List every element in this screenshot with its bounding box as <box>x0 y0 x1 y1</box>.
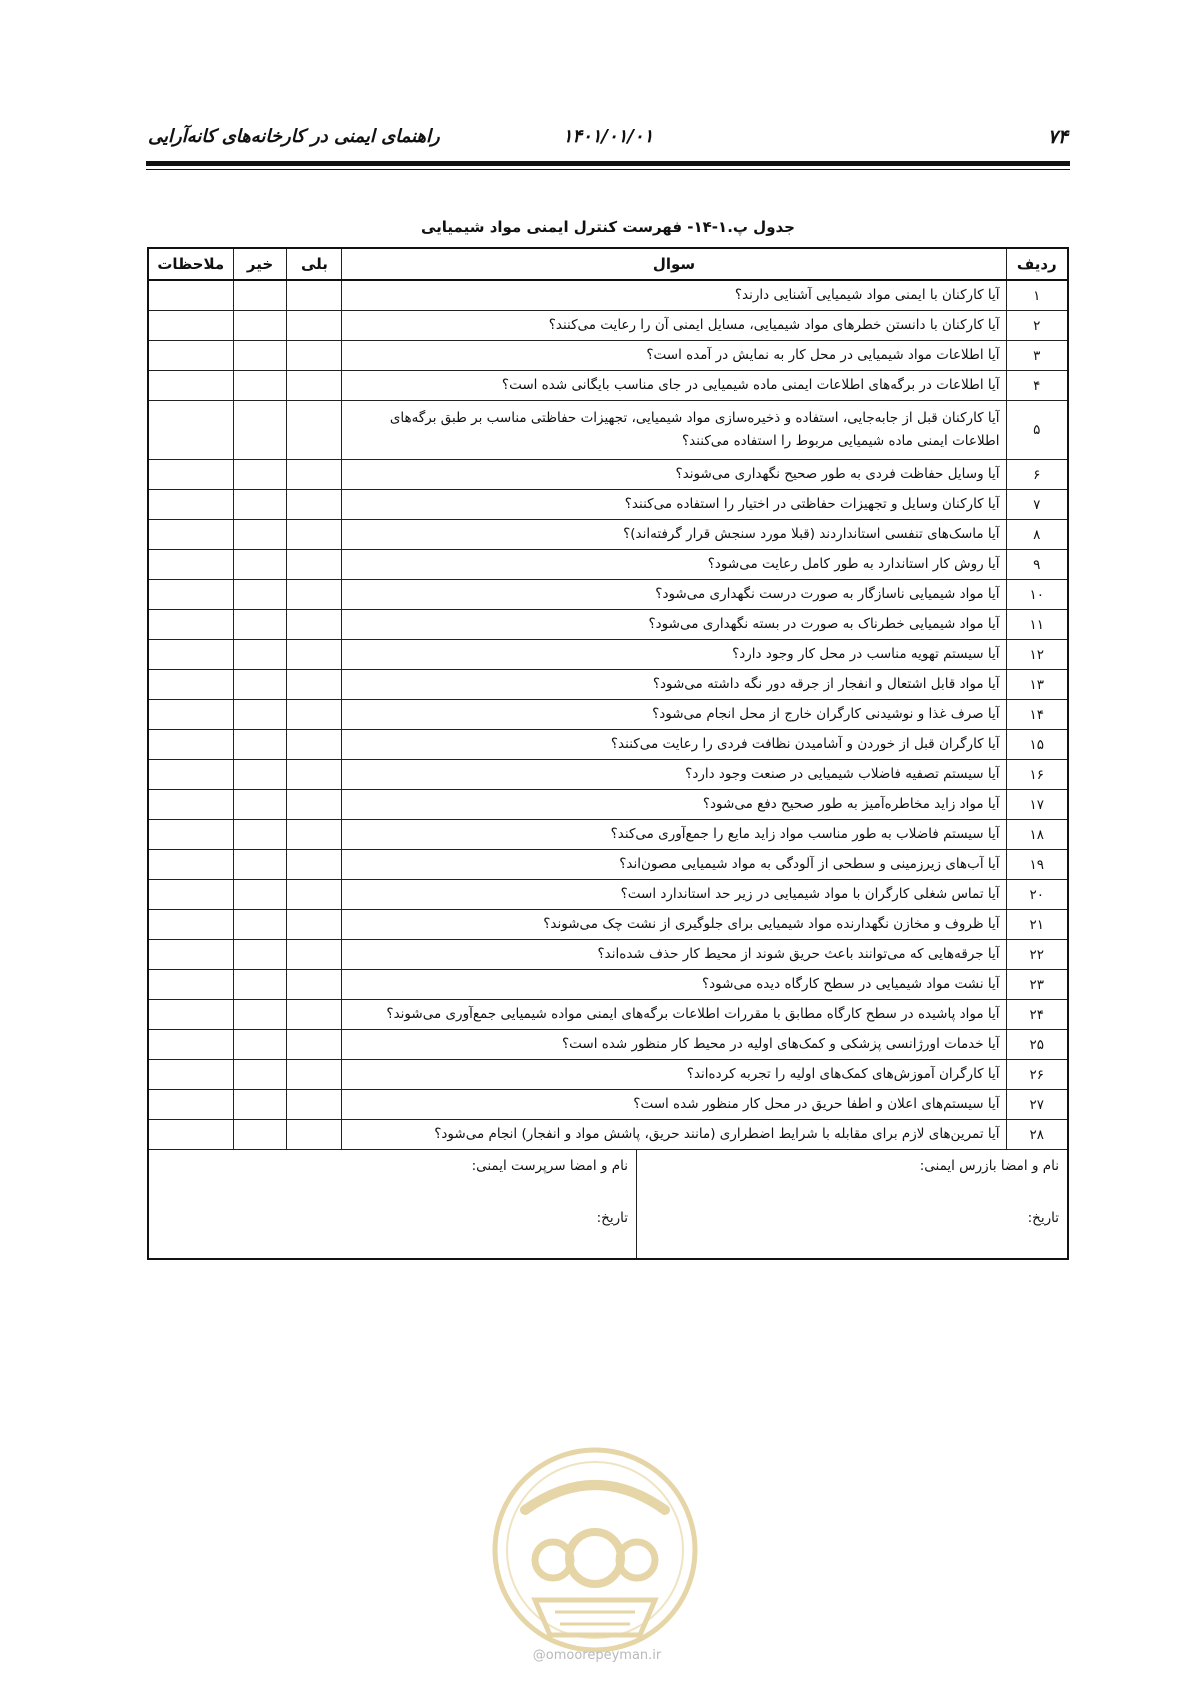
table-row <box>148 730 1068 760</box>
inspector-signature-block <box>636 1150 1067 1258</box>
table-row <box>148 490 1068 520</box>
row-number-cell: ۲۴ <box>1006 1000 1068 1030</box>
no-cell <box>233 850 287 880</box>
notes-cell <box>148 580 233 610</box>
question-cell: آیا کارکنان وسایل و تجهیزات حفاظتی در اختیار را استفاده می‌کنند؟ <box>342 490 1006 520</box>
header-rule-thin <box>146 169 1070 170</box>
question-cell: آیا کارکنان با ایمنی مواد شیمیایی آشنایی دارند؟ <box>342 280 1006 311</box>
question-cell: آیا اطلاعات در برگه‌های اطلاعات ایمنی ماده شیمیایی در جای مناسب بایگانی شده است؟ <box>342 371 1006 401</box>
yes-cell <box>287 790 342 820</box>
question-cell: آیا مواد پاشیده در سطح کارگاه مطابق با مقررات اطلاعات برگه‌های ایمنی مواده شیمیایی جمع‌آوری می‌شوند؟ <box>342 1000 1006 1030</box>
row-number-cell: ۵ <box>1006 401 1068 460</box>
col-header-no: خیر <box>233 248 287 280</box>
signature-cell <box>148 1150 1068 1260</box>
question-cell: آیا کارکنان با دانستن خطرهای مواد شیمیایی، مسایل ایمنی آن را رعایت می‌کنند؟ <box>342 311 1006 341</box>
question-cell: آیا ماسک‌های تنفسی استانداردند (قبلا مورد سنجش قرار گرفته‌اند)؟ <box>342 520 1006 550</box>
notes-cell <box>148 311 233 341</box>
table-row <box>148 610 1068 640</box>
table-row <box>148 700 1068 730</box>
inspector-date-label: تاریخ: <box>1027 1210 1059 1226</box>
no-cell <box>233 580 287 610</box>
table-row <box>148 970 1068 1000</box>
no-cell <box>233 670 287 700</box>
notes-cell <box>148 1000 233 1030</box>
table-body <box>148 280 1068 1150</box>
notes-cell <box>148 610 233 640</box>
question-cell: آیا صرف غذا و نوشیدنی کارگران خارج از محل انجام می‌شود؟ <box>342 700 1006 730</box>
header-title: راهنمای ایمنی در کارخانه‌های کانه‌آرایی <box>148 126 440 147</box>
question-cell: آیا سیستم‌های اعلان و اطفا حریق در محل کار منظور شده است؟ <box>342 1090 1006 1120</box>
question-cell: آیا سیستم فاضلاب به طور مناسب مواد زاید مایع را جمع‌آوری می‌کند؟ <box>342 820 1006 850</box>
row-number-cell: ۲۷ <box>1006 1090 1068 1120</box>
no-cell <box>233 341 287 371</box>
yes-cell <box>287 490 342 520</box>
no-cell <box>233 1120 287 1150</box>
notes-cell <box>148 490 233 520</box>
no-cell <box>233 760 287 790</box>
yes-cell <box>287 580 342 610</box>
yes-cell <box>287 550 342 580</box>
table-row <box>148 550 1068 580</box>
question-cell: آیا وسایل حفاظت فردی به طور صحیح نگهداری می‌شوند؟ <box>342 460 1006 490</box>
question-cell: آیا مواد زاید مخاطره‌آمیز به طور صحیح دفع می‌شود؟ <box>342 790 1006 820</box>
no-cell <box>233 1090 287 1120</box>
question-cell: آیا سیستم تهویه مناسب در محل کار وجود دارد؟ <box>342 640 1006 670</box>
row-number-cell: ۲۲ <box>1006 940 1068 970</box>
row-number-cell: ۱۰ <box>1006 580 1068 610</box>
table-row <box>148 1090 1068 1120</box>
row-number-cell: ۳ <box>1006 341 1068 371</box>
table-row <box>148 1060 1068 1090</box>
table-row <box>148 640 1068 670</box>
yes-cell <box>287 700 342 730</box>
notes-cell <box>148 550 233 580</box>
no-cell <box>233 610 287 640</box>
table-row <box>148 790 1068 820</box>
no-cell <box>233 490 287 520</box>
question-cell: آیا سیستم تصفیه فاضلاب شیمیایی در صنعت وجود دارد؟ <box>342 760 1006 790</box>
safety-checklist-table <box>147 247 1069 1260</box>
yes-cell <box>287 730 342 760</box>
question-cell: آیا کارکنان قبل از جابه‌جایی، استفاده و ذخیره‌سازی مواد شیمیایی، تجهیزات حفاظتی مناسب بر طبق برگه‌های اطلاعات ایمنی ماده شیمیایی مربوط را استفاده می‌کنند؟ <box>342 401 1006 460</box>
table-row <box>148 520 1068 550</box>
row-number-cell: ۱۸ <box>1006 820 1068 850</box>
yes-cell <box>287 280 342 311</box>
supervisor-date-label: تاریخ: <box>596 1210 628 1226</box>
table-caption: جدول پ.۱-۱۴- فهرست کنترل ایمنی مواد شیمیایی <box>420 218 795 236</box>
table-row <box>148 280 1068 311</box>
row-number-cell: ۲۶ <box>1006 1060 1068 1090</box>
row-number-cell: ۹ <box>1006 550 1068 580</box>
table-header-row <box>148 248 1068 280</box>
yes-cell <box>287 970 342 1000</box>
notes-cell <box>148 640 233 670</box>
row-number-cell: ۲۱ <box>1006 910 1068 940</box>
table-row <box>148 401 1068 460</box>
no-cell <box>233 910 287 940</box>
no-cell <box>233 970 287 1000</box>
notes-cell <box>148 820 233 850</box>
col-header-yes: بلی <box>287 248 342 280</box>
yes-cell <box>287 910 342 940</box>
header-rule-thick <box>146 161 1070 166</box>
yes-cell <box>287 940 342 970</box>
yes-cell <box>287 1090 342 1120</box>
col-header-question: سوال <box>342 248 1006 280</box>
row-number-cell: ۱۶ <box>1006 760 1068 790</box>
row-number-cell: ۲ <box>1006 311 1068 341</box>
notes-cell <box>148 700 233 730</box>
question-cell: آیا خدمات اورژانسی پزشکی و کمک‌های اولیه در محیط کار منظور شده است؟ <box>342 1030 1006 1060</box>
no-cell <box>233 1000 287 1030</box>
header-date: ۱۴۰۱/۰۱/۰۱ <box>562 126 654 147</box>
table-row <box>148 850 1068 880</box>
question-cell: آیا آب‌های زیرزمینی و سطحی از آلودگی به مواد شیمیایی مصون‌اند؟ <box>342 850 1006 880</box>
notes-cell <box>148 760 233 790</box>
no-cell <box>233 371 287 401</box>
notes-cell <box>148 880 233 910</box>
row-number-cell: ۱۷ <box>1006 790 1068 820</box>
watermark-handle: @omoorepeyman.ir <box>532 1648 662 1663</box>
no-cell <box>233 880 287 910</box>
row-number-cell: ۱۱ <box>1006 610 1068 640</box>
yes-cell <box>287 610 342 640</box>
table-row <box>148 1120 1068 1150</box>
yes-cell <box>287 640 342 670</box>
stamp-icon <box>485 1440 705 1670</box>
row-number-cell: ۶ <box>1006 460 1068 490</box>
yes-cell <box>287 760 342 790</box>
notes-cell <box>148 341 233 371</box>
question-cell: آیا تماس شغلی کارگران با مواد شیمیایی در زیر حد استاندارد است؟ <box>342 880 1006 910</box>
no-cell <box>233 730 287 760</box>
no-cell <box>233 700 287 730</box>
question-cell: آیا مواد شیمیایی ناسازگار به صورت درست نگهداری می‌شود؟ <box>342 580 1006 610</box>
notes-cell <box>148 850 233 880</box>
notes-cell <box>148 670 233 700</box>
notes-cell <box>148 730 233 760</box>
page-number: ۷۴ <box>1047 126 1068 148</box>
table-row <box>148 371 1068 401</box>
question-cell: آیا نشت مواد شیمیایی در سطح کارگاه دیده می‌شود؟ <box>342 970 1006 1000</box>
row-number-cell: ۲۵ <box>1006 1030 1068 1060</box>
notes-cell <box>148 401 233 460</box>
no-cell <box>233 520 287 550</box>
no-cell <box>233 820 287 850</box>
no-cell <box>233 460 287 490</box>
row-number-cell: ۱۹ <box>1006 850 1068 880</box>
notes-cell <box>148 790 233 820</box>
notes-cell <box>148 460 233 490</box>
table-row <box>148 1000 1068 1030</box>
no-cell <box>233 550 287 580</box>
signature-row <box>148 1150 1068 1260</box>
row-number-cell: ۱ <box>1006 280 1068 311</box>
table-row <box>148 880 1068 910</box>
yes-cell <box>287 850 342 880</box>
company-stamp-logo <box>485 1440 705 1670</box>
col-header-notes: ملاحظات <box>148 248 233 280</box>
page-header <box>148 126 1068 156</box>
no-cell <box>233 1030 287 1060</box>
yes-cell <box>287 1060 342 1090</box>
notes-cell <box>148 280 233 311</box>
yes-cell <box>287 670 342 700</box>
supervisor-signature-block <box>149 1150 636 1258</box>
yes-cell <box>287 1120 342 1150</box>
supervisor-signature-label: نام و امضا سرپرست ایمنی: <box>471 1158 628 1174</box>
notes-cell <box>148 1060 233 1090</box>
table-row <box>148 1030 1068 1060</box>
yes-cell <box>287 460 342 490</box>
question-cell: آیا اطلاعات مواد شیمیایی در محل کار به نمایش در آمده است؟ <box>342 341 1006 371</box>
notes-cell <box>148 1090 233 1120</box>
row-number-cell: ۲۸ <box>1006 1120 1068 1150</box>
question-cell: آیا روش کار استاندارد به طور کامل رعایت می‌شود؟ <box>342 550 1006 580</box>
yes-cell <box>287 1000 342 1030</box>
yes-cell <box>287 880 342 910</box>
row-number-cell: ۲۰ <box>1006 880 1068 910</box>
row-number-cell: ۱۵ <box>1006 730 1068 760</box>
question-cell: آیا ظروف و مخازن نگهدارنده مواد شیمیایی برای جلوگیری از نشت چک می‌شوند؟ <box>342 910 1006 940</box>
row-number-cell: ۴ <box>1006 371 1068 401</box>
row-number-cell: ۷ <box>1006 490 1068 520</box>
table-row <box>148 341 1068 371</box>
no-cell <box>233 940 287 970</box>
yes-cell <box>287 371 342 401</box>
row-number-cell: ۱۴ <box>1006 700 1068 730</box>
notes-cell <box>148 910 233 940</box>
no-cell <box>233 280 287 311</box>
notes-cell <box>148 520 233 550</box>
no-cell <box>233 790 287 820</box>
yes-cell <box>287 520 342 550</box>
no-cell <box>233 401 287 460</box>
row-number-cell: ۲۳ <box>1006 970 1068 1000</box>
notes-cell <box>148 970 233 1000</box>
col-header-row: ردیف <box>1006 248 1068 280</box>
no-cell <box>233 640 287 670</box>
yes-cell <box>287 820 342 850</box>
notes-cell <box>148 1120 233 1150</box>
table-row <box>148 820 1068 850</box>
table-row <box>148 910 1068 940</box>
table-row <box>148 760 1068 790</box>
question-cell: آیا کارگران آموزش‌های کمک‌های اولیه را تجربه کرده‌اند؟ <box>342 1060 1006 1090</box>
question-cell: آیا مواد شیمیایی خطرناک به صورت در بسته نگهداری می‌شود؟ <box>342 610 1006 640</box>
no-cell <box>233 311 287 341</box>
table-row <box>148 311 1068 341</box>
inspector-signature-label: نام و امضا بازرس ایمنی: <box>919 1158 1059 1174</box>
yes-cell <box>287 341 342 371</box>
notes-cell <box>148 940 233 970</box>
row-number-cell: ۸ <box>1006 520 1068 550</box>
table-row <box>148 460 1068 490</box>
question-cell: آیا مواد قابل اشتعال و انفجار از جرقه دور نگه داشته می‌شود؟ <box>342 670 1006 700</box>
yes-cell <box>287 401 342 460</box>
table-row <box>148 940 1068 970</box>
notes-cell <box>148 371 233 401</box>
row-number-cell: ۱۳ <box>1006 670 1068 700</box>
no-cell <box>233 1060 287 1090</box>
question-cell: آیا تمرین‌های لازم برای مقابله با شرایط اضطراری (مانند حریق، پاشش مواد و انفجار) انجام می‌شود؟ <box>342 1120 1006 1150</box>
question-cell: آیا کارگران قبل از خوردن و آشامیدن نظافت فردی را رعایت می‌کنند؟ <box>342 730 1006 760</box>
yes-cell <box>287 311 342 341</box>
table-row <box>148 670 1068 700</box>
question-cell: آیا جرقه‌هایی که می‌توانند باعث حریق شوند از محیط کار حذف شده‌اند؟ <box>342 940 1006 970</box>
table-row <box>148 580 1068 610</box>
yes-cell <box>287 1030 342 1060</box>
notes-cell <box>148 1030 233 1060</box>
row-number-cell: ۱۲ <box>1006 640 1068 670</box>
